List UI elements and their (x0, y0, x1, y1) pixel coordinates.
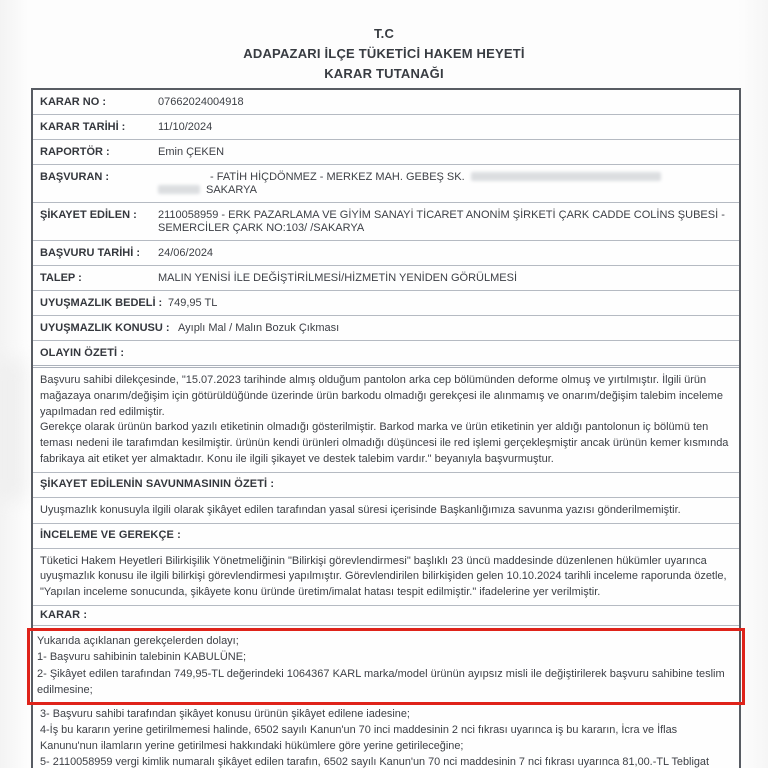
field-row-uyusmazlik-bedeli (33, 291, 739, 316)
section-title-olayin-ozeti: OLAYIN ÖZETİ : (33, 341, 739, 368)
applicant-city: SAKARYA (206, 183, 257, 196)
document-header (0, 24, 768, 84)
field-label: BAŞVURAN : (40, 170, 110, 183)
field-label: TALEP : (40, 271, 82, 284)
field-row-karar-tarihi (33, 115, 739, 140)
field-value: MALIN YENİSİ İLE DEĞİŞTİRİLMESİ/HİZMETİN YENİDEN GÖRÜLMESİ (158, 271, 517, 284)
field-row-raportor (33, 140, 739, 165)
field-value: 07662024004918 (158, 95, 244, 108)
field-label: BAŞVURU TARİHİ : (40, 246, 141, 259)
section-text-karar (33, 628, 739, 768)
field-row-basvuru-tarihi (33, 241, 739, 266)
decision-intro: Yukarıda açıklanan gerekçelerden dolayı; (37, 634, 239, 647)
redacted-text (158, 185, 200, 194)
field-value: Ayıplı Mal / Malın Bozuk Çıkması (178, 321, 340, 334)
paragraph: Başvuru sahibi dilekçesinde, "15.07.2023 tarihinde almış olduğum pantolon arka cep bölümünden deforme olmuş ve yırtılmıştır. İlgili ürün mağazaya onarım/değişim için götürüldüğünde üzerinde ürün barkodu olmadığı gerekçesi ile alınmamış ve onarım/değişim talebim inceleme yapılmadan red edilmiştir. (40, 374, 723, 418)
field-label: UYUŞMAZLIK KONUSU : (40, 321, 170, 334)
decision-item-5: 5- 2110058959 vergi kimlik numaralı şikâyet edilen tarafın, 6502 sayılı Kanun'un 70 nci maddesinin 7 nci fıkrası uyarınca 81,00.-TL Tebligat (40, 755, 710, 768)
section-text-olayin-ozeti (33, 368, 739, 473)
field-row-basvuran (33, 165, 739, 203)
field-value: Emin ÇEKEN (158, 145, 225, 158)
field-value (158, 171, 732, 197)
section-title-inceleme: İNCELEME VE GEREKÇE : (33, 524, 739, 549)
field-value: 2110058959 - ERK PAZARLAMA VE GİYİM SANAYİ TİCARET ANONİM ŞİRKETİ ÇARK CADDE COLİNS ŞUBESİ - SEMERCİLER ÇARK NO:103/ /SAKARYA (158, 208, 725, 234)
field-label: KARAR NO : (40, 95, 106, 108)
header-doc-type: KARAR TUTANAĞI (324, 66, 444, 81)
section-text-inceleme: Tüketici Hakem Heyetleri Bilirkişilik Yönetmeliğinin "Bilirkişi görevlendirmesi" başlıklı 23 üncü maddesinde düzenlenen hükümler uyarınca uyuşmazlık konusu ile ilgili bilirkişi görevlendirmesi yapılmıştır. Görevlendirilen bilirkişiden gelen 10.10.2024 tarihli inceleme raporunda özetle, "Yapılan inceleme sonucunda, şikâyete konu üründe üretim/imalat hatası tespit edilmiştir." ifadelerine yer verilmiştir. (33, 549, 739, 606)
decision-item-3: 3- Başvuru sahibi tarafından şikâyet konusu ürünün şikâyet edilene iadesine; (40, 707, 410, 720)
section-title-savunma: ŞİKAYET EDİLENİN SAVUNMASININ ÖZETİ : (33, 473, 739, 498)
section-title-karar: KARAR : (33, 606, 739, 626)
decision-item-2: 2- Şikâyet edilen tarafından 749,95-TL değerindeki 1064367 KARL marka/model ürünün ayıpsız misli ile değiştirilerek başvuru sahibine teslim edilmesine; (37, 667, 725, 697)
field-label: KARAR TARİHİ : (40, 120, 126, 133)
field-label: UYUŞMAZLIK BEDELİ : (40, 296, 163, 309)
field-value: 11/10/2024 (158, 120, 213, 133)
paragraph: Gerekçe olarak ürünün barkod yazılı etiketinin olmadığı gösterilmiştir. Barkod marka ve ürün etiketinin yer aldığı pantolonun iç bölümü ten teması nedeni ile tarafımdan kesilmiştir. ürünün kendi ürünleri olmadığı düşüncesi ile red işlemi gerçekleşmiştir ancak ürünün kemer kısmında fabrikaya ait etiket yer almaktadır. Konu ile ilgili şikayet ve destek talebim vardır." beyanıyla başvurmuştur. (40, 421, 729, 465)
field-value: 24/06/2024 (158, 246, 214, 259)
redacted-text (471, 172, 661, 181)
decision-item-4: 4-İş bu kararın yerine getirilmemesi halinde, 6502 sayılı Kanun'un 70 inci maddesinin 2 nci fıkrası uyarınca iş bu kararın, İcra ve İflas Kanunu'nun ilamların yerine getirilmesi hakkındaki hükümlere göre yerine getirileceğine; (40, 723, 678, 752)
section-text-savunma: Uyuşmazlık konusuyla ilgili olarak şikâyet edilen tarafından yasal süresi içerisinde Başkanlığımıza savunma yazısı gönderilmemiştir. (33, 498, 739, 524)
field-value: 749,95 TL (168, 296, 218, 309)
decision-remaining-items (40, 706, 732, 768)
field-row-uyusmazlik-konusu (33, 316, 739, 341)
decision-item-1: 1- Başvuru sahibinin talebinin KABULÜNE; (37, 651, 247, 664)
header-authority: ADAPAZARI İLÇE TÜKETİCİ HAKEM HEYETİ (243, 46, 525, 61)
field-row-talep (33, 266, 739, 291)
decision-table (31, 88, 741, 768)
applicant-name-address: - FATİH HİÇDÖNMEZ - MERKEZ MAH. GEBEŞ SK. (210, 170, 465, 183)
field-label: RAPORTÖR : (40, 145, 110, 158)
field-label: ŞİKAYET EDİLEN : (40, 208, 137, 221)
decision-highlight-box (27, 628, 745, 705)
scan-artifact (0, 360, 26, 500)
field-row-sikayet-edilen (33, 203, 739, 241)
header-tc: T.C (373, 26, 395, 41)
field-row-karar-no (33, 90, 739, 115)
